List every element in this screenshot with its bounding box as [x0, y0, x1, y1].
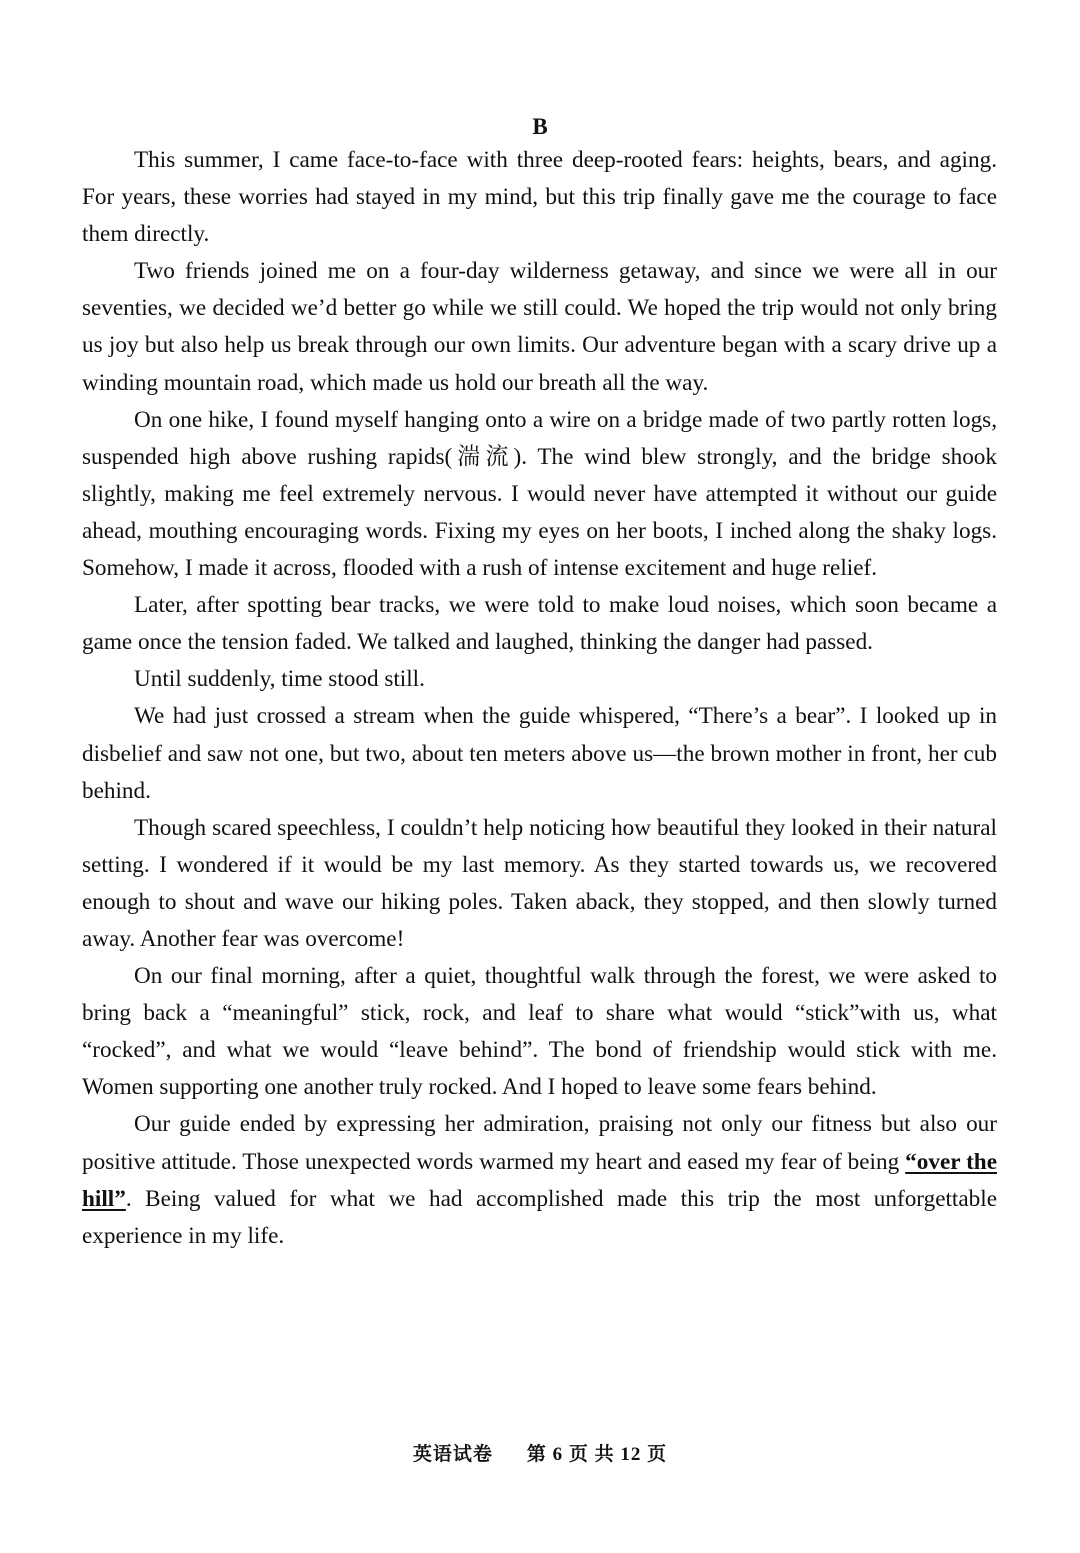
paragraph-5: Until suddenly, time stood still. [134, 666, 425, 693]
paragraph-7: Though scared speechless, I couldn’t help noticing how beautiful they looked in their natural setting. I wondered if it would be my last memory. As they started towards us, we recovered enough to shout and wave our hiking poles. Taken aback, they stopped, and then slowly turned away. Another fear was overcome! [82, 814, 997, 952]
reading-passage [82, 142, 997, 1255]
page-footer [0, 1442, 1080, 1468]
paragraph-4: Later, after spotting bear tracks, we were told to make loud noises, which soon became a game once the tension faded. We talked and laughed, thinking the danger had passed. [82, 592, 997, 656]
paragraph-3: On one hike, I found myself hanging onto a wire on a bridge made of two partly rotten logs, suspended high above rushing rapids(湍流). The wind blew strongly, and the bridge shook slightly, making me feel extremely nervous. I would never have attempted it without our guide ahead, mouthing encouraging words. Fixing my eyes on her boots, I inched along the shaky logs. Somehow, I made it across, flooded with a rush of intense excitement and huge relief. [82, 406, 997, 582]
footer-page-number: 第 6 页 共 12 页 [526, 1444, 668, 1465]
paragraph-2: Two friends joined me on a four-day wilderness getaway, and since we were all in our seventies, we decided we’d better go while we still could. We hoped the trip would not only bring us joy but also help us break through our own limits. Our adventure began with a scary drive up a winding mountain road, which made us hold our breath all the way. [82, 258, 997, 396]
paragraph-6: We had just crossed a stream when the guide whispered, “There’s a bear”. I looked up in disbelief and saw not one, but two, about ten meters above us—the brown mother in front, her cub behind. [82, 703, 997, 804]
underlined-phrase: “over the hill” [82, 1148, 997, 1212]
paragraph-8: On our final morning, after a quiet, thoughtful walk through the forest, we were asked to bring back a “meaningful” stick, rock, and leaf to share what would “stick”with us, what “rocked”, and what we would “leave behind”. The bond of friendship would stick with me. Women supporting one another truly rocked. And I hoped to leave some fears behind. [82, 963, 997, 1101]
section-label: B [532, 114, 548, 139]
paragraph-9 [82, 1106, 997, 1254]
paragraph-9-text-before: Our guide ended by expressing her admiration, praising not only our fitness but also our positive attitude. Those unexpected words warmed my heart and eased my fear of being [82, 1111, 997, 1175]
paragraph-1: This summer, I came face-to-face with three deep-rooted fears: heights, bears, and aging. For years, these worries had stayed in my mind, but this trip finally gave me the courage to face them directly. [82, 147, 997, 248]
paragraph-9-text-after: . Being valued for what we had accomplished made this trip the most unforgettable experience in my life. [82, 1185, 997, 1249]
footer-subject: 英语试卷 [412, 1444, 493, 1465]
